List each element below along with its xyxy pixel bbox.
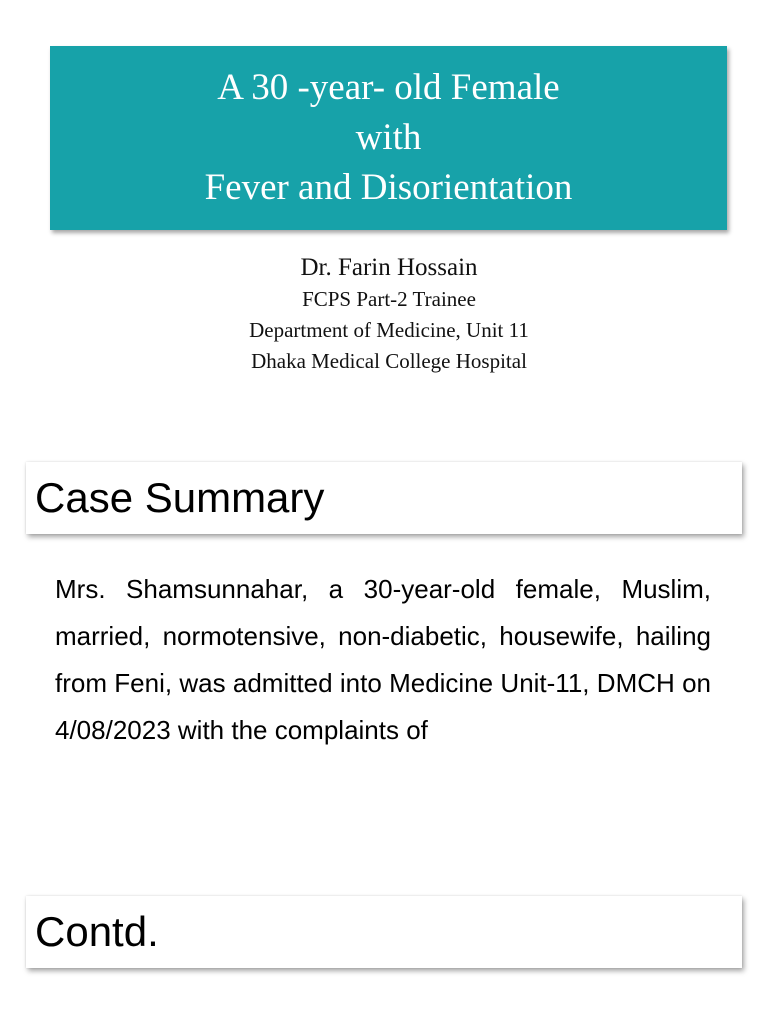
author-block bbox=[0, 252, 768, 377]
title-line-3: Fever and Disorientation bbox=[204, 167, 573, 208]
author-institution: Dhaka Medical College Hospital bbox=[251, 349, 527, 373]
author-position: FCPS Part-2 Trainee bbox=[302, 287, 476, 311]
case-summary-body: Mrs. Shamsunnahar, a 30-year-old female, Muslim, married, normotensive, non-diabetic, housewife, hailing from Feni, was admitted into Medicine Unit-11, DMCH on 4/08/2023 with the complaints of bbox=[55, 574, 711, 745]
title-line-1: A 30 -year- old Female bbox=[217, 67, 560, 108]
contd-heading-text: Contd. bbox=[35, 908, 159, 955]
title-banner bbox=[50, 46, 727, 230]
title-line-2: with bbox=[355, 117, 422, 158]
case-summary-heading bbox=[26, 462, 742, 534]
contd-heading bbox=[26, 896, 742, 968]
author-department: Department of Medicine, Unit 11 bbox=[249, 318, 529, 342]
author-name: Dr. Farin Hossain bbox=[300, 254, 478, 281]
case-summary-heading-text: Case Summary bbox=[35, 474, 325, 521]
